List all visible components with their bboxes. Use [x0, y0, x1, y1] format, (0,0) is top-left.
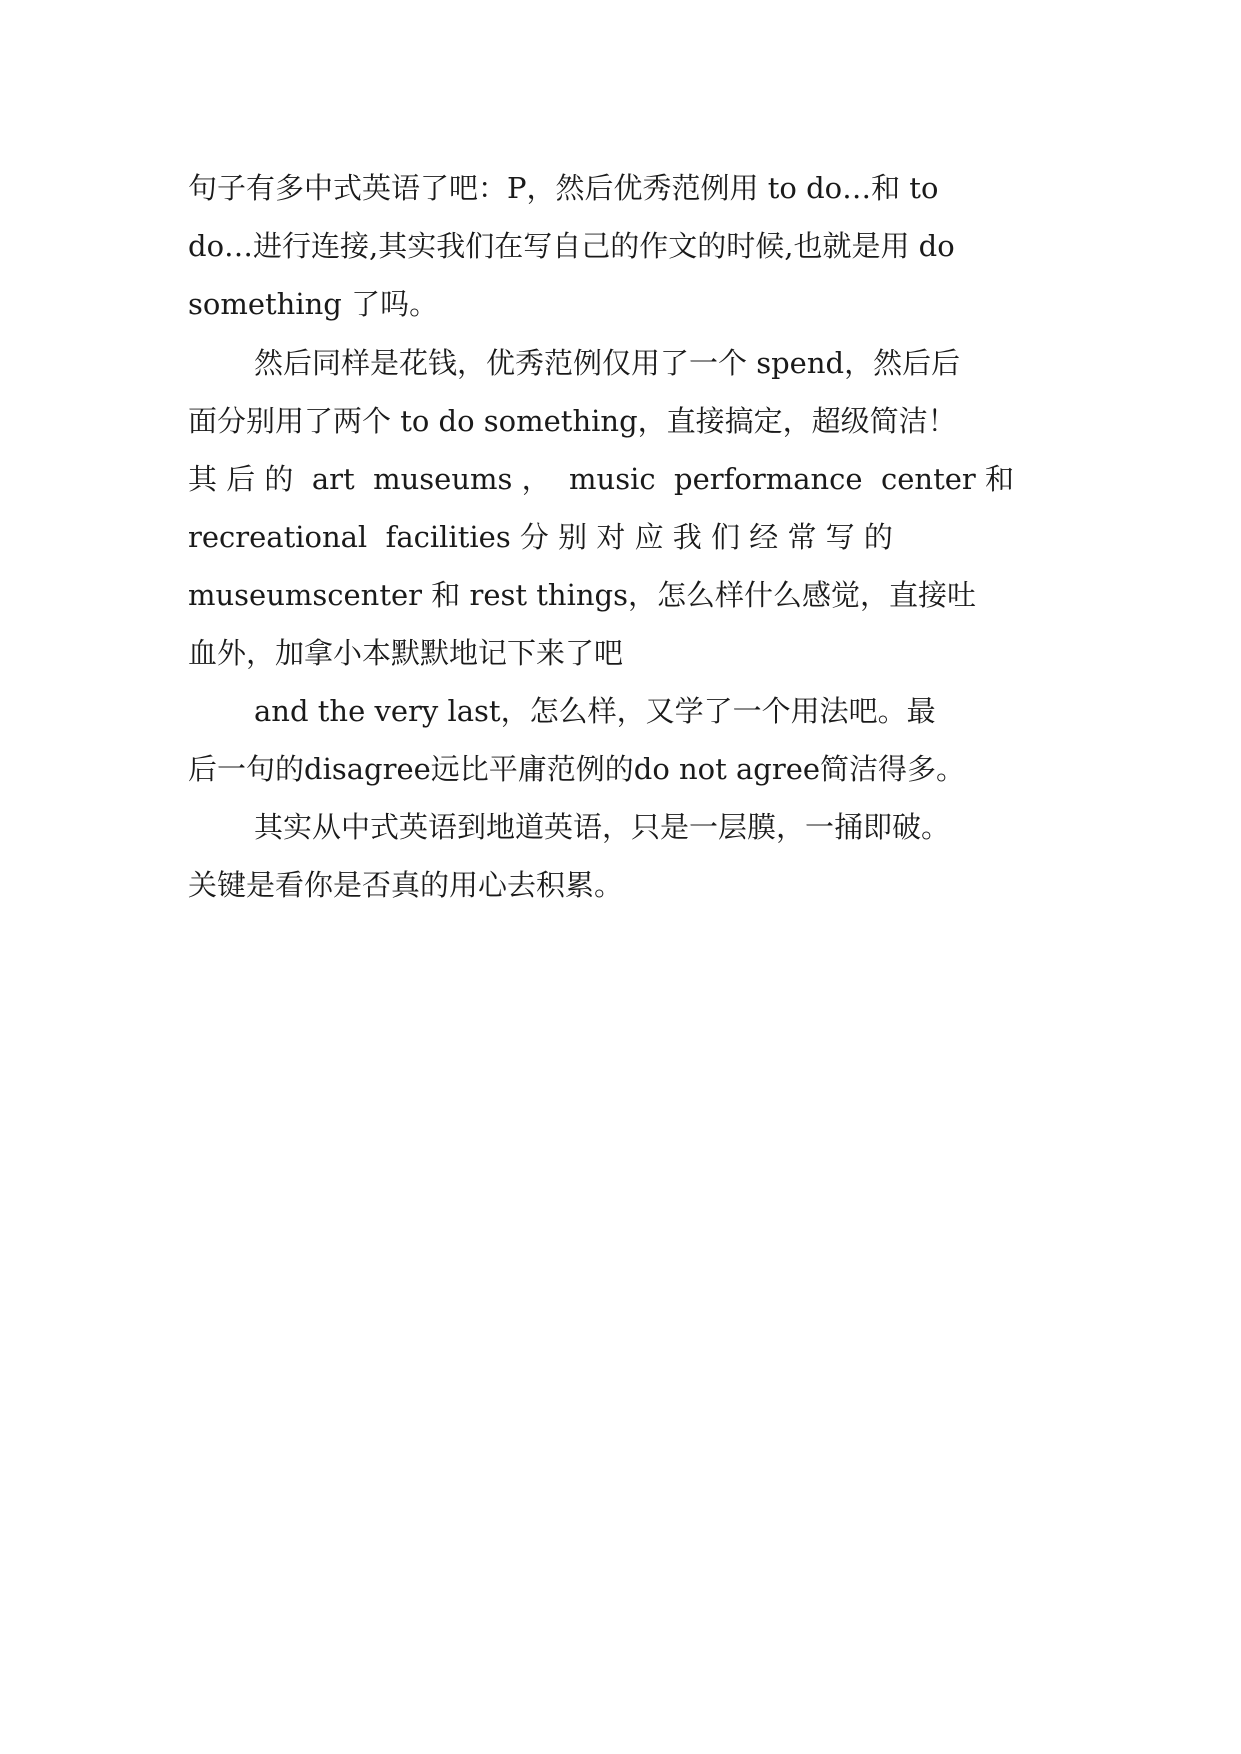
text-line-13: 关键是看你是否真的用心去积累。 [188, 868, 624, 902]
text-line-4: 然后同样是花钱，优秀范例仅用了一个 spend，然后后 [254, 346, 961, 380]
text-line-6: 其 后 的 art museums ， music performance center 和 [188, 462, 1014, 496]
text-line-3: something 了吗。 [188, 287, 439, 321]
text-line-5: 面分别用了两个 to do something，直接搞定，超级简洁！ [188, 404, 957, 438]
text-line-7: recreational facilities 分 别 对 应 我 们 经 常 写 的 [188, 520, 893, 554]
text-line-11: 后一句的disagree远比平庸范例的do not agree简洁得多。 [188, 752, 966, 786]
text-line-12: 其实从中式英语到地道英语，只是一层膜，一捅即破。 [254, 810, 951, 844]
text-line-8: museumscenter 和 rest things，怎么样什么感觉，直接吐 [188, 578, 976, 612]
text-line-1: 句子有多中式英语了吧：P，然后优秀范例用 to do…和 to [188, 171, 939, 205]
text-line-9: 血外，加拿小本默默地记下来了吧 [188, 636, 624, 670]
text-line-10: and the very last，怎么样，又学了一个用法吧。最 [254, 694, 936, 728]
text-line-2: do…进行连接,其实我们在写自己的作文的时候,也就是用 do [188, 229, 955, 263]
